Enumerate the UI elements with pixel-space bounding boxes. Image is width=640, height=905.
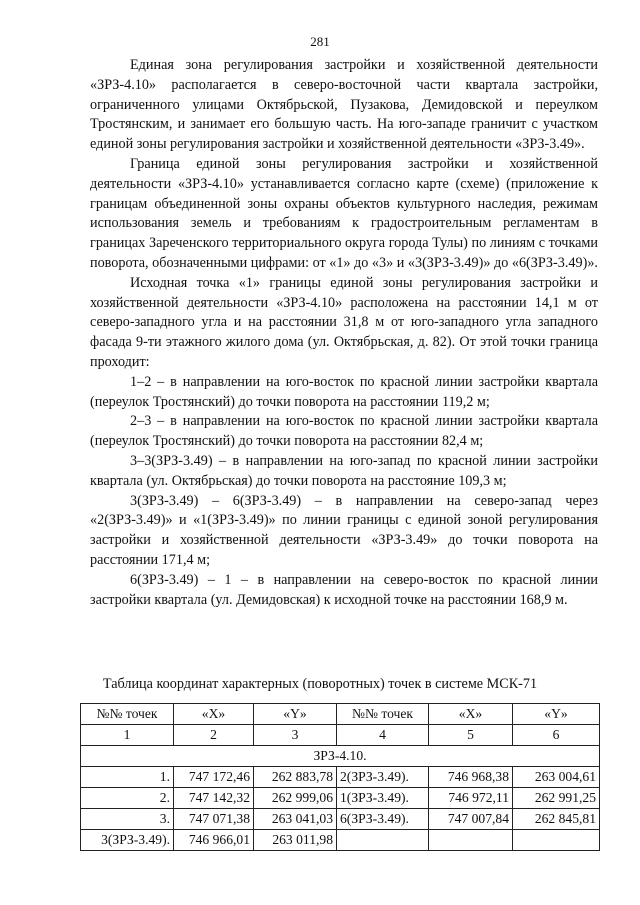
page-number: 281 bbox=[310, 34, 330, 49]
y-value: 262 883,78 bbox=[254, 767, 337, 788]
header-cell: «X» bbox=[174, 704, 254, 725]
y-value: 262 991,25 bbox=[513, 788, 600, 809]
paragraph-segment-1-2: 1–2 – в направлении на юго-восток по красной линии застройки квартала (переулок Тростянский) до точки поворота на расстоянии 119,2 м; bbox=[90, 373, 598, 410]
point-label: 3. bbox=[81, 809, 174, 830]
column-number: 4 bbox=[337, 725, 429, 746]
coordinates-table bbox=[80, 703, 600, 851]
zone-label: ЗРЗ-4.10. bbox=[81, 746, 600, 767]
point-label: 1. bbox=[81, 767, 174, 788]
y-value: 263 041,03 bbox=[254, 809, 337, 830]
x-value: 747 172,46 bbox=[174, 767, 254, 788]
column-number: 5 bbox=[429, 725, 513, 746]
x-value: 747 142,32 bbox=[174, 788, 254, 809]
x-value: 747 007,84 bbox=[429, 809, 513, 830]
table-row bbox=[81, 767, 600, 788]
paragraph-segment-6-1: 6(ЗРЗ-3.49) – 1 – в направлении на северо-восток по красной линии застройки квартала (ул. Демидовская) к исходной точке на расстоянии 168,9 м. bbox=[90, 571, 598, 608]
table-row bbox=[81, 788, 600, 809]
point-label: 2. bbox=[81, 788, 174, 809]
x-value: 746 972,11 bbox=[429, 788, 513, 809]
table-row bbox=[81, 830, 600, 851]
y-value: 262 845,81 bbox=[513, 809, 600, 830]
point-label: 3(ЗРЗ-3.49). bbox=[81, 830, 174, 851]
paragraph-zone-description: Единая зона регулирования застройки и хозяйственной деятельности «ЗРЗ-4.10» располагается в северо-восточной части квартала застройки, ограниченного улицами Октябрьской, Пузакова, Демидовской и переулком Тростянским, и занимает его большую часть. На юго-западе граничит с участком единой зоны регулирования застройки и хозяйственной деятельности «ЗРЗ-3.49». bbox=[90, 57, 598, 153]
x-value: 746 968,38 bbox=[429, 767, 513, 788]
point-label: 2(ЗРЗ-3.49). bbox=[337, 767, 429, 788]
y-value: 262 999,06 bbox=[254, 788, 337, 809]
body-text bbox=[90, 56, 598, 610]
zone-label-row bbox=[81, 746, 600, 767]
header-cell: «Y» bbox=[513, 704, 600, 725]
point-label: 6(ЗРЗ-3.49). bbox=[337, 809, 429, 830]
paragraph-starting-point: Исходная точка «1» границы единой зоны регулирования застройки и хозяйственной деятельности «ЗРЗ-4.10» расположена на расстоянии 14,1 м от северо-западного угла и на расстоянии 31,8 м от юго-западного угла западного фасада 9-ти этажного жилого дома (ул. Октябрьская, д. 82). От этой точки граница проходит: bbox=[90, 274, 598, 370]
table-header-row bbox=[81, 704, 600, 725]
y-value bbox=[513, 830, 600, 851]
paragraph-segment-2-3: 2–3 – в направлении на юго-восток по красной линии застройки квартала (переулок Тростянский) до точки поворота на расстоянии 82,4 м; bbox=[90, 413, 598, 450]
header-cell: №№ точек bbox=[81, 704, 174, 725]
paragraph-segment-349-6: 3(ЗРЗ-3.49) – 6(ЗРЗ-3.49) – в направлении на северо-запад через «2(ЗРЗ-3.49)» и «1(ЗРЗ-3.49)» по линии границы с единой зоной регулирования застройки и хозяйственной деятельности «ЗРЗ-3.49» до точки поворота на расстоянии 171,4 м; bbox=[90, 492, 598, 568]
table-row bbox=[81, 809, 600, 830]
x-value: 747 071,38 bbox=[174, 809, 254, 830]
x-value bbox=[429, 830, 513, 851]
header-cell: №№ точек bbox=[337, 704, 429, 725]
column-number: 3 bbox=[254, 725, 337, 746]
column-number-row bbox=[81, 725, 600, 746]
y-value: 263 004,61 bbox=[513, 767, 600, 788]
header-cell: «X» bbox=[429, 704, 513, 725]
y-value: 263 011,98 bbox=[254, 830, 337, 851]
header-cell: «Y» bbox=[254, 704, 337, 725]
column-number: 6 bbox=[513, 725, 600, 746]
point-label bbox=[337, 830, 429, 851]
column-number: 1 bbox=[81, 725, 174, 746]
table-caption: Таблица координат характерных (поворотных) точек в системе МСК-71 bbox=[102, 676, 538, 692]
x-value: 746 966,01 bbox=[174, 830, 254, 851]
point-label: 1(ЗРЗ-3.49). bbox=[337, 788, 429, 809]
column-number: 2 bbox=[174, 725, 254, 746]
paragraph-boundary-definition: Граница единой зоны регулирования застройки и хозяйственной деятельности «ЗРЗ-4.10» устанавливается согласно карте (схеме) (приложение к границам объединенной зоны охраны объектов культурного наследия, режимам использования земель и требованиям к градостроительным регламентам в границах Зареченского территориального округа города Тулы) по линиям с точками поворота, обозначенными цифрами: от «1» до «3» и «3(ЗРЗ-3.49)» до «6(ЗРЗ-3.49)». bbox=[90, 155, 598, 271]
paragraph-segment-3-349: 3–3(ЗРЗ-3.49) – в направлении на юго-запад по красной линии застройки квартала (ул. Октябрьская) до точки поворота на расстояние 109,3 м; bbox=[90, 452, 598, 489]
